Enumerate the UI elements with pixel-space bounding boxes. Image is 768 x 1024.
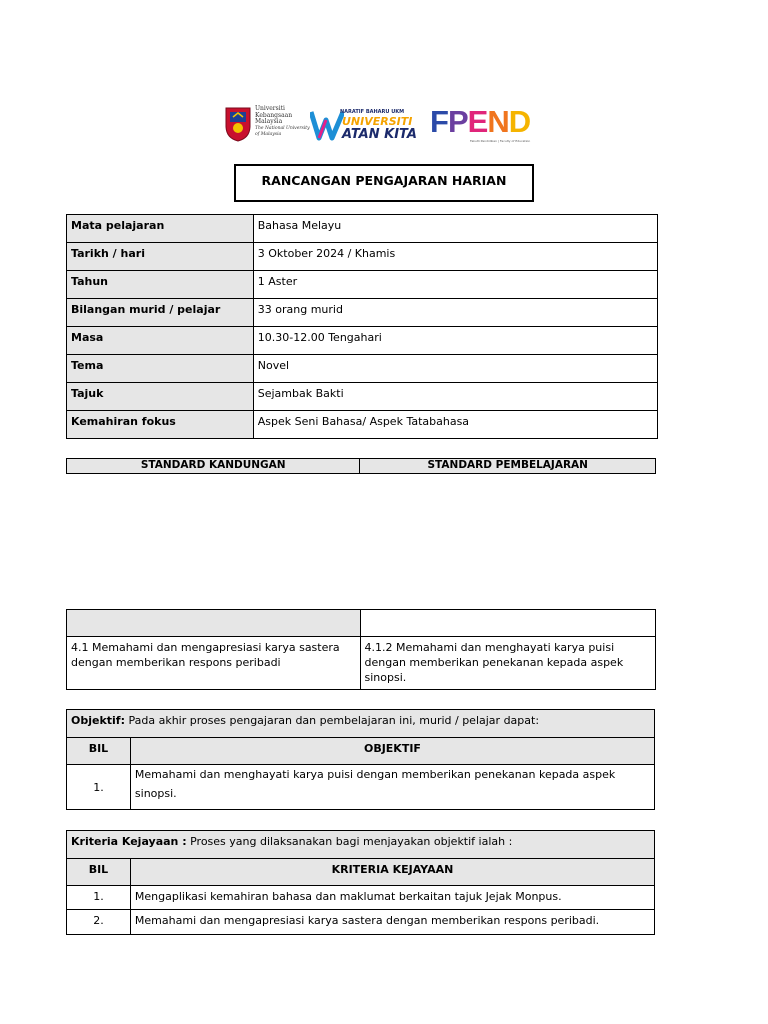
objektif-table <box>66 709 655 810</box>
fpend-letter: F <box>430 104 448 139</box>
kriteria-label: Kriteria Kejayaan : <box>71 835 187 848</box>
info-row <box>67 243 658 271</box>
standard-content-table <box>66 609 656 690</box>
header-standard-pembelajaran: STANDARD PEMBELAJARAN <box>360 459 656 474</box>
watan-kita-tagline: NARATIF BAHARU UKM <box>340 109 405 115</box>
objektif-row-text: Memahami dan menghayati karya puisi dengan memberikan penekanan kepada aspek sinopsi. <box>130 765 654 810</box>
objektif-label: Objektif: <box>71 714 125 727</box>
document-title: RANCANGAN PENGAJARAN HARIAN <box>234 164 534 202</box>
objektif-intro: Pada akhir proses pengajaran dan pembelajaran ini, murid / pelajar dapat: <box>125 714 540 727</box>
kriteria-row-bil: 2. <box>67 910 131 935</box>
info-row <box>67 383 658 411</box>
kriteria-col-bil: BIL <box>67 859 131 886</box>
watan-kita-line2: ATAN KITA <box>342 127 417 142</box>
info-label: Masa <box>67 327 254 355</box>
info-label: Tema <box>67 355 254 383</box>
info-table-body <box>67 215 658 439</box>
standard-pembelajaran-text: 4.1.2 Memahami dan menghayati karya puisi dengan memberikan penekanan kepada aspek sinopsi. <box>360 637 656 690</box>
fpend-letter: P <box>447 104 468 139</box>
objektif-col-objektif: OBJEKTIF <box>130 738 654 765</box>
objektif-row-bil: 1. <box>67 765 131 810</box>
info-value: Sejambak Bakti <box>253 383 657 411</box>
info-value: 1 Aster <box>253 271 657 299</box>
kriteria-intro-row <box>67 831 655 859</box>
info-value: Novel <box>253 355 657 383</box>
standard-header-table <box>66 458 656 474</box>
fpend-logo <box>430 104 530 140</box>
info-value: Bahasa Melayu <box>253 215 657 243</box>
info-table <box>66 214 658 439</box>
info-value: Aspek Seni Bahasa/ Aspek Tatabahasa <box>253 411 657 439</box>
objektif-col-bil: BIL <box>67 738 131 765</box>
header-standard-kandungan: STANDARD KANDUNGAN <box>67 459 360 474</box>
kriteria-col-kriteria: KRITERIA KEJAYAAN <box>130 859 654 886</box>
info-label: Tarikh / hari <box>67 243 254 271</box>
fpend-letter: E <box>467 104 488 139</box>
header-logos <box>224 104 546 148</box>
info-row <box>67 411 658 439</box>
info-row <box>67 271 658 299</box>
info-label: Tahun <box>67 271 254 299</box>
info-row <box>67 299 658 327</box>
kriteria-intro: Proses yang dilaksanakan bagi menjayakan objektif ialah : <box>186 835 513 848</box>
kriteria-row-text: Mengaplikasi kemahiran bahasa dan maklumat berkaitan tajuk Jejak Monpus. <box>130 886 654 910</box>
fpend-subtitle: Fakulti Pendidikan | Faculty of Education <box>470 139 531 143</box>
kriteria-table <box>66 830 655 935</box>
info-label: Mata pelajaran <box>67 215 254 243</box>
ukm-logo-text: Universiti Kebangsaan Malaysia The National University of Malaysia <box>255 105 310 138</box>
info-value: 3 Oktober 2024 / Khamis <box>253 243 657 271</box>
info-value: 33 orang murid <box>253 299 657 327</box>
info-row <box>67 355 658 383</box>
info-label: Tajuk <box>67 383 254 411</box>
objektif-intro-row <box>67 710 655 738</box>
standard-kandungan-text: 4.1 Memahami dan mengapresiasi karya sastera dengan memberikan respons peribadi <box>67 637 361 690</box>
watan-kita-line1: UNIVERSITI <box>342 115 413 128</box>
kriteria-row-bil: 1. <box>67 886 131 910</box>
ukm-crest-icon <box>224 106 252 142</box>
info-label: Kemahiran fokus <box>67 411 254 439</box>
info-value: 10.30-12.00 Tengahari <box>253 327 657 355</box>
fpend-letter: D <box>508 104 531 139</box>
info-row <box>67 327 658 355</box>
watan-kita-w-icon <box>310 108 344 142</box>
info-label: Bilangan murid / pelajar <box>67 299 254 327</box>
fpend-letter: N <box>487 104 509 139</box>
standard-empty-cell <box>360 610 656 637</box>
standard-empty-cell <box>67 610 361 637</box>
kriteria-row-text: Memahami dan mengapresiasi karya sastera dengan memberikan respons peribadi. <box>130 910 654 935</box>
info-row <box>67 215 658 243</box>
